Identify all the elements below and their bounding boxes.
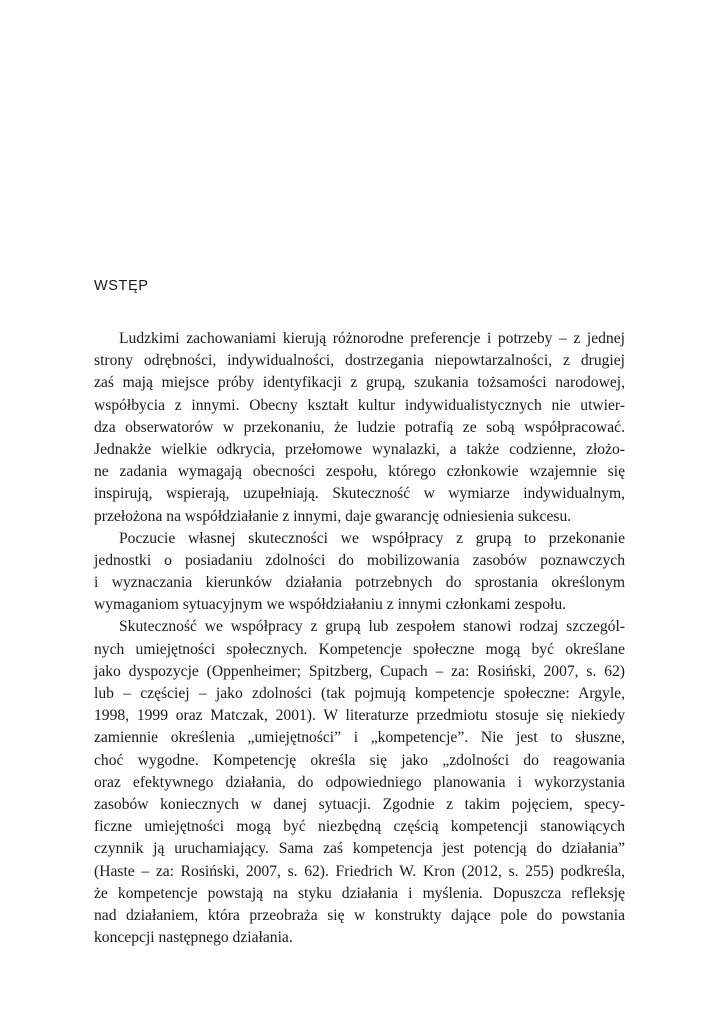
text-line: ficzne umiejętności mogą być niezbędną częścią kompetencji stanowiących xyxy=(94,818,625,836)
text-line: ne zadania wymagają obecności zespołu, którego członkowie wzajemnie się xyxy=(94,463,625,481)
text-line: (Haste – za: Rosiński, 2007, s. 62). Friedrich W. Kron (2012, s. 255) podkreśla, xyxy=(94,862,625,880)
page-content xyxy=(94,277,625,949)
text-line: Skuteczność we współpracy z grupą lub zespołem stanowi rodzaj szczegól- xyxy=(119,618,625,636)
body-text xyxy=(94,328,625,949)
text-line: Poczucie własnej skuteczności we współpracy z grupą to przekonanie xyxy=(119,529,625,547)
text-line: strony odrębności, indywidualności, dostrzegania niepowtarzalności, z drugiej xyxy=(94,352,625,370)
text-line: zaś mają miejsce próby identyfikacji z grupą, szukania tożsamości narodowej, xyxy=(94,374,625,392)
text-line: współbycia z innymi. Obecny kształt kultur indywidualistycznych nie utwier- xyxy=(94,396,625,414)
text-line: inspirują, wspierają, uzupełniają. Skuteczność w wymiarze indywidualnym, xyxy=(94,485,625,503)
paragraph xyxy=(94,528,625,617)
text-line: Ludzkimi zachowaniami kierują różnorodne preferencje i potrzeby – z jednej xyxy=(119,330,625,347)
text-line: nych umiejętności społecznych. Kompetencje społeczne mogą być określane xyxy=(94,640,625,658)
text-line: wymaganiom sytuacyjnym we współdziałaniu z innymi członkami zespołu. xyxy=(94,596,567,614)
paragraph xyxy=(94,328,625,528)
text-line: zasobów koniecznych w danej sytuacji. Zgodnie z takim pojęciem, specy- xyxy=(94,795,625,813)
text-line: 1998, 1999 oraz Matczak, 2001). W literaturze przedmiotu stosuje się niekiedy xyxy=(94,707,625,725)
text-line: lub – częściej – jako zdolności (tak pojmują kompetencje społeczne: Argyle, xyxy=(94,685,625,702)
paragraph xyxy=(94,616,625,949)
text-line: Jednakże wielkie odkrycia, przełomowe wynalazki, a także codzienne, złożo- xyxy=(94,440,625,458)
text-line: jednostki o posiadaniu zdolności do mobilizowania zasobów poznawczych xyxy=(94,551,625,569)
text-line: koncepcji następnego działania. xyxy=(94,929,293,947)
text-line: choć wygodne. Kompetencję określa się jako „zdolności do reagowania xyxy=(94,751,625,769)
text-line: jako dyspozycje (Oppenheimer; Spitzberg, Cupach – za: Rosiński, 2007, s. 62) xyxy=(94,662,625,680)
text-line: zamiennie określenia „umiejętności” i „kompetencje”. Nie jest to słuszne, xyxy=(94,729,625,747)
text-line: czynnik ją uruchamiający. Sama zaś kompetencja jest potencją do działania” xyxy=(94,840,625,858)
text-line: że kompetencje powstają na styku działania i myślenia. Dopuszcza refleksję xyxy=(94,884,625,902)
text-line: dza obserwatorów w przekonaniu, że ludzie potrafią ze sobą współpracować. xyxy=(94,418,625,436)
text-line: nad działaniem, która przeobraża się w konstrukty dające pole do powstania xyxy=(94,906,625,924)
text-line: oraz efektywnego działania, do odpowiedniego planowania i wykorzystania xyxy=(94,773,625,791)
text-line: i wyznaczania kierunków działania potrzebnych do sprostania określonym xyxy=(94,574,625,592)
section-heading: WSTĘP xyxy=(94,278,149,294)
text-line: przełożona na współdziałanie z innymi, daje gwarancję odniesienia sukcesu. xyxy=(94,507,572,525)
